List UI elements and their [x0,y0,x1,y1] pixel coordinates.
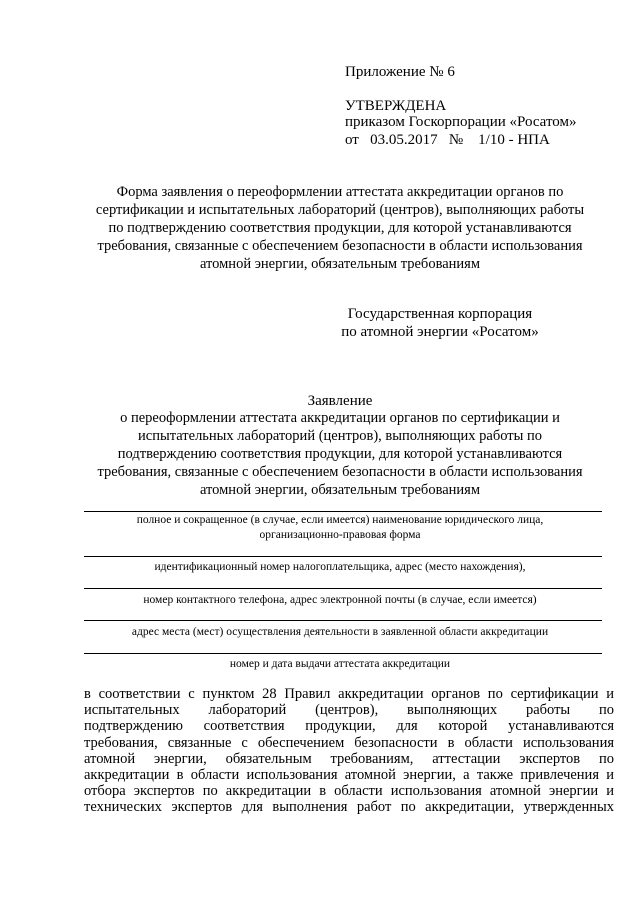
field-caption-line: организационно-правовая форма [259,529,421,541]
statement-subtitle [60,409,620,499]
field-caption-line: полное и сокращенное (в случае, если имеется) наименование юридического лица, [136,514,544,526]
field-caption-line: идентификационный номер налогоплательщика, адрес (место нахождения), [154,561,526,573]
field-underline[interactable] [84,588,602,589]
addressee-line: Государственная корпорация [347,306,533,322]
form-title-line: атомной энергии, обязательным требованиям [199,256,481,272]
body-paragraph [84,686,614,816]
body-line: отбора экспертов по аккредитации в области использования атомной энергии и [84,783,614,800]
field-underline[interactable] [84,556,602,557]
body-line: технических экспертов для выполнения работ по аккредитации, утвержденных [84,799,614,816]
form-title [60,183,620,273]
approved-label: УТВЕРЖДЕНА [345,98,447,114]
statement-subtitle-line: подтверждению соответствия продукции, для которой устанавливаются [117,446,563,462]
form-title-line: Форма заявления о переоформлении аттестата аккредитации органов по [116,184,564,200]
body-line: подтверждению соответствия продукции, для которой устанавливаются [84,718,614,735]
form-title-line: сертификации и испытательных лабораторий (центров), выполняющих работы [95,202,585,218]
field-underline[interactable] [84,620,602,621]
body-line: в соответствии с пунктом 28 Правил аккредитации органов по сертификации и [84,686,614,702]
addressee-line: по атомной энергии «Росатом» [341,324,539,340]
form-title-line: по подтверждению соответствия продукции, для которой устанавливаются [108,220,572,236]
statement-subtitle-line: испытательных лабораторий (центров), выполняющих работы по [138,428,542,444]
addressee [330,305,550,341]
field-underline[interactable] [84,653,602,654]
statement-subtitle-line: требования, связанные с обеспечением безопасности в области использования [97,464,583,480]
field-caption [60,513,620,543]
order-date-line: от 03.05.2017 № 1/10 - НПА [345,132,550,148]
field-caption-line: адрес места (мест) осуществления деятельности в заявленной области аккредитации [131,626,549,638]
form-title-line: требования, связанные с обеспечением безопасности в области использования [97,238,583,254]
body-line: атомной энергии, обязательным требованиям, аттестации экспертов по [84,750,614,767]
body-line: аккредитации в области использования атомной энергии, а также привлечения и [84,767,614,784]
field-caption [60,657,620,672]
field-caption [60,593,620,608]
order-label: приказом Госкорпорации «Росатом» [345,114,577,130]
statement-subtitle-line: атомной энергии, обязательным требованиям [199,482,481,498]
body-line: испытательных лабораторий (центров), выполняющих работы по [84,702,614,719]
field-underline[interactable] [84,511,602,512]
field-caption-line: номер и дата выдачи аттестата аккредитации [229,658,451,670]
body-line: требования, связанные с обеспечением безопасности в области использования [84,734,614,751]
field-caption [60,560,620,575]
statement-subtitle-line: о переоформлении аттестата аккредитации органов по сертификации и [120,410,560,426]
field-caption [60,625,620,640]
statement-title: Заявление [307,393,373,409]
field-caption-line: номер контактного телефона, адрес электронной почты (в случае, если имеется) [143,594,537,606]
appendix-label: Приложение № 6 [345,64,455,80]
